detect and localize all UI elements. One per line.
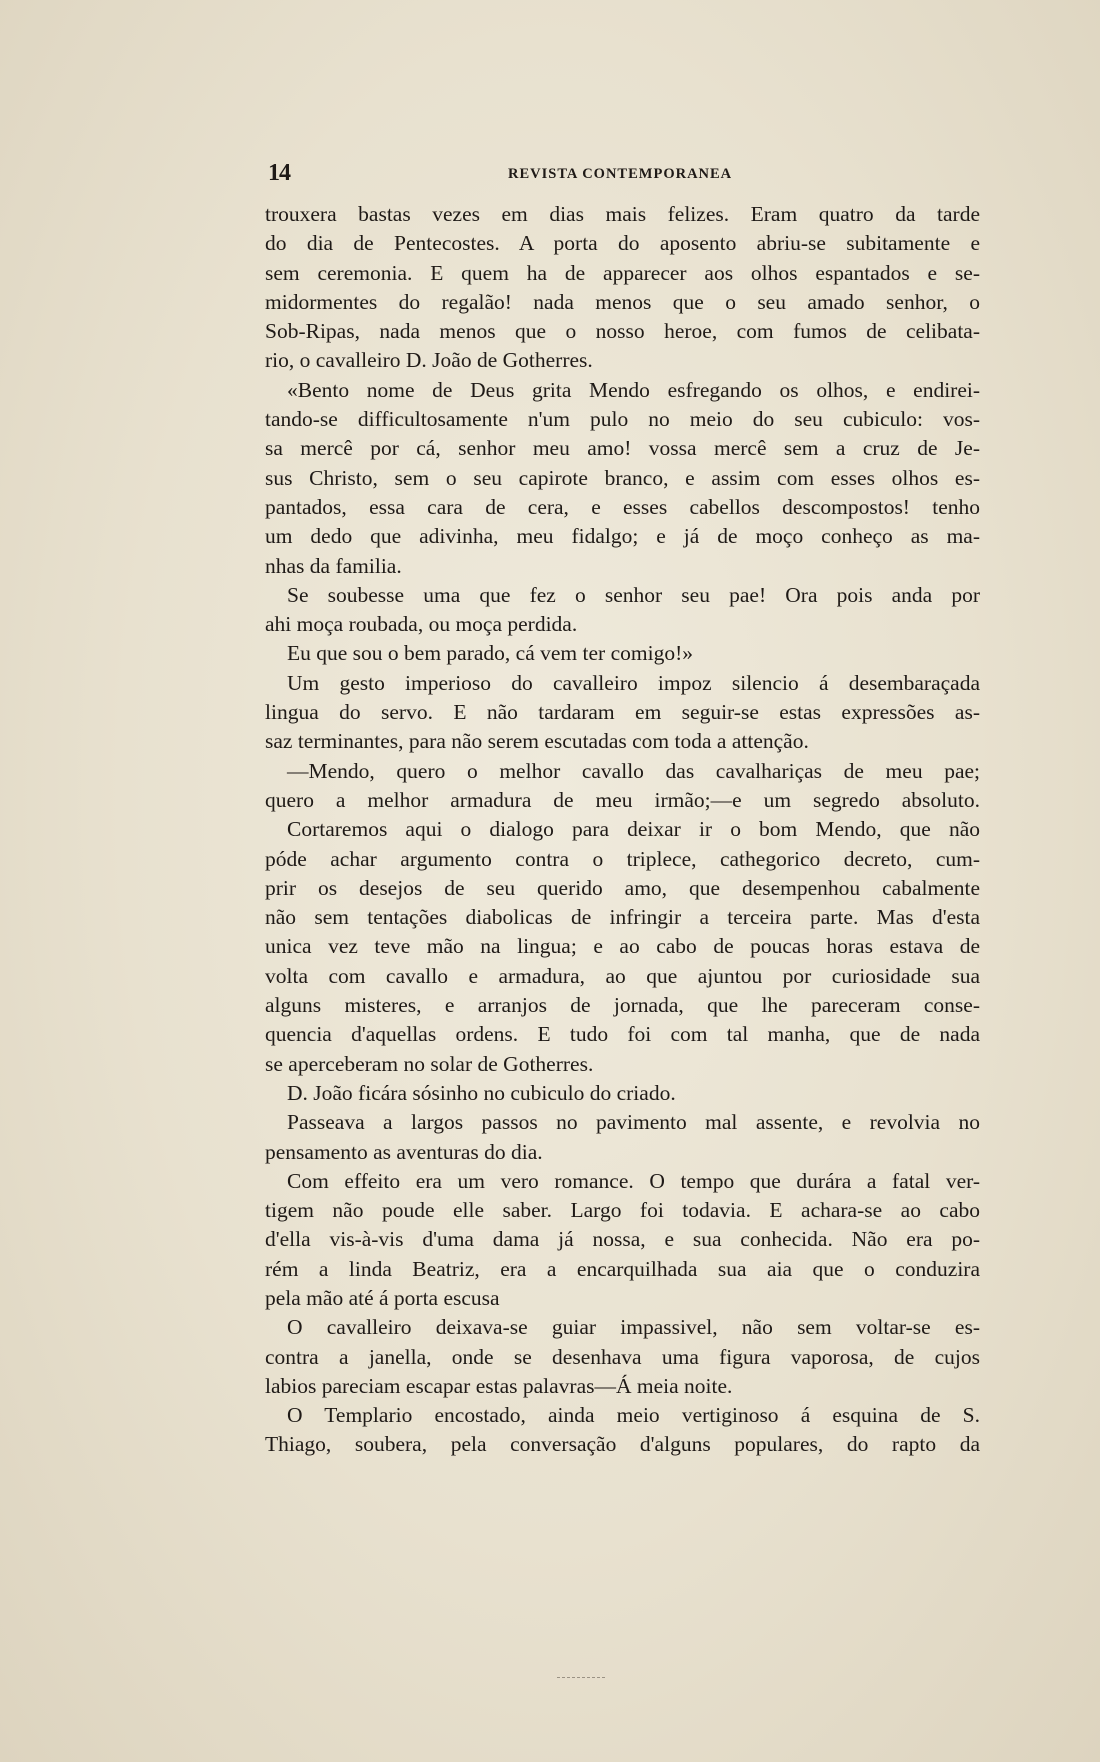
text-line: tando-se difficultosamente n'um pulo no meio do seu cubiculo: vos- bbox=[265, 407, 980, 432]
text-line: rio, o cavalleiro D. João de Gotherres. bbox=[265, 348, 593, 373]
text-line: sem ceremonia. E quem ha de apparecer aos olhos espantados e se- bbox=[265, 260, 980, 285]
text-line: um dedo que adivinha, meu fidalgo; e já de moço conheço as ma- bbox=[265, 524, 980, 549]
text-line: midormentes do regalão! nada menos que o seu amado senhor, o bbox=[265, 289, 980, 314]
text-line: do dia de Pentecostes. A porta do aposento abriu-se subitamente e bbox=[265, 231, 980, 256]
text-line: Se soubesse uma que fez o senhor seu pae! Ora pois anda por bbox=[287, 582, 980, 607]
text-line: quero a melhor armadura de meu irmão;—e um segredo absoluto. bbox=[265, 787, 980, 812]
text-line: póde achar argumento contra o triplece, cathegorico decreto, cum- bbox=[265, 846, 980, 871]
text-line: prir os desejos de seu querido amo, que desempenhou cabalmente bbox=[265, 875, 980, 900]
text-line: unica vez teve mão na lingua; e ao cabo de poucas horas estava de bbox=[265, 934, 980, 959]
text-line: lingua do servo. E não tardaram em seguir-se estas expressões as- bbox=[265, 700, 980, 725]
text-line: não sem tentações diabolicas de infringir a terceira parte. Mas d'esta bbox=[265, 905, 980, 930]
text-line: rém a linda Beatriz, era a encarquilhada sua aia que o conduzira bbox=[265, 1256, 980, 1281]
text-line: Sob-Ripas, nada menos que o nosso heroe, com fumos de celibata- bbox=[265, 319, 980, 344]
footer-rule bbox=[557, 1677, 605, 1678]
text-line: pantados, essa cara de cera, e esses cabellos descompostos! tenho bbox=[265, 494, 980, 519]
text-line: saz terminantes, para não serem escutadas com toda a attenção. bbox=[265, 729, 809, 754]
text-line: D. João ficára sósinho no cubiculo do criado. bbox=[287, 1080, 676, 1105]
text-line: «Bento nome de Deus grita Mendo esfregando os olhos, e endirei- bbox=[287, 377, 980, 402]
text-line: —Mendo, quero o melhor cavallo das cavalhariças de meu pae; bbox=[287, 758, 980, 783]
text-line: sa mercê por cá, senhor meu amo! vossa mercê sem a cruz de Je- bbox=[265, 436, 980, 461]
text-line: Com effeito era um vero romance. O tempo que durára a fatal ver- bbox=[287, 1168, 980, 1193]
text-line: ahi moça roubada, ou moça perdida. bbox=[265, 612, 578, 637]
text-line: sus Christo, sem o seu capirote branco, e assim com esses olhos es- bbox=[265, 465, 980, 490]
text-line: quencia d'aquellas ordens. E tudo foi com tal manha, que de nada bbox=[265, 1022, 980, 1047]
text-line: pensamento as aventuras do dia. bbox=[265, 1139, 543, 1164]
text-line: Thiago, soubera, pela conversação d'alguns populares, do rapto da bbox=[265, 1432, 980, 1457]
text-line: volta com cavallo e armadura, ao que ajuntou por curiosidade sua bbox=[265, 963, 980, 988]
text-line: alguns misteres, e arranjos de jornada, que lhe pareceram conse- bbox=[265, 993, 980, 1018]
text-line: d'ella vis-à-vis d'uma dama já nossa, e sua conhecida. Não era po- bbox=[265, 1227, 980, 1252]
text-line: O cavalleiro deixava-se guiar impassivel, não sem voltar-se es- bbox=[287, 1315, 980, 1340]
running-title: REVISTA CONTEMPORANEA bbox=[508, 166, 733, 182]
text-line: Um gesto imperioso do cavalleiro impoz silencio á desembaraçada bbox=[287, 670, 980, 695]
text-line: tigem não poude elle saber. Largo foi todavia. E achara-se ao cabo bbox=[265, 1198, 980, 1223]
text-line: trouxera bastas vezes em dias mais felizes. Eram quatro da tarde bbox=[265, 202, 980, 226]
text-line: Eu que sou o bem parado, cá vem ter comigo!» bbox=[287, 641, 693, 666]
body-text bbox=[265, 200, 980, 1460]
text-line: O Templario encostado, ainda meio vertiginoso á esquina de S. bbox=[287, 1403, 980, 1428]
text-line: labios pareciam escapar estas palavras—Á meia noite. bbox=[265, 1373, 733, 1398]
text-line: pela mão até á porta escusa bbox=[265, 1285, 500, 1310]
page-number: 14 bbox=[268, 160, 290, 186]
page-header bbox=[268, 160, 980, 186]
text-line: nhas da familia. bbox=[265, 553, 402, 578]
text-line: se aperceberam no solar de Gotherres. bbox=[265, 1051, 594, 1076]
text-line: Passeava a largos passos no pavimento mal assente, e revolvia no bbox=[287, 1110, 980, 1135]
text-line: Cortaremos aqui o dialogo para deixar ir o bom Mendo, que não bbox=[287, 817, 980, 842]
text-line: contra a janella, onde se desenhava uma figura vaporosa, de cujos bbox=[265, 1344, 980, 1369]
